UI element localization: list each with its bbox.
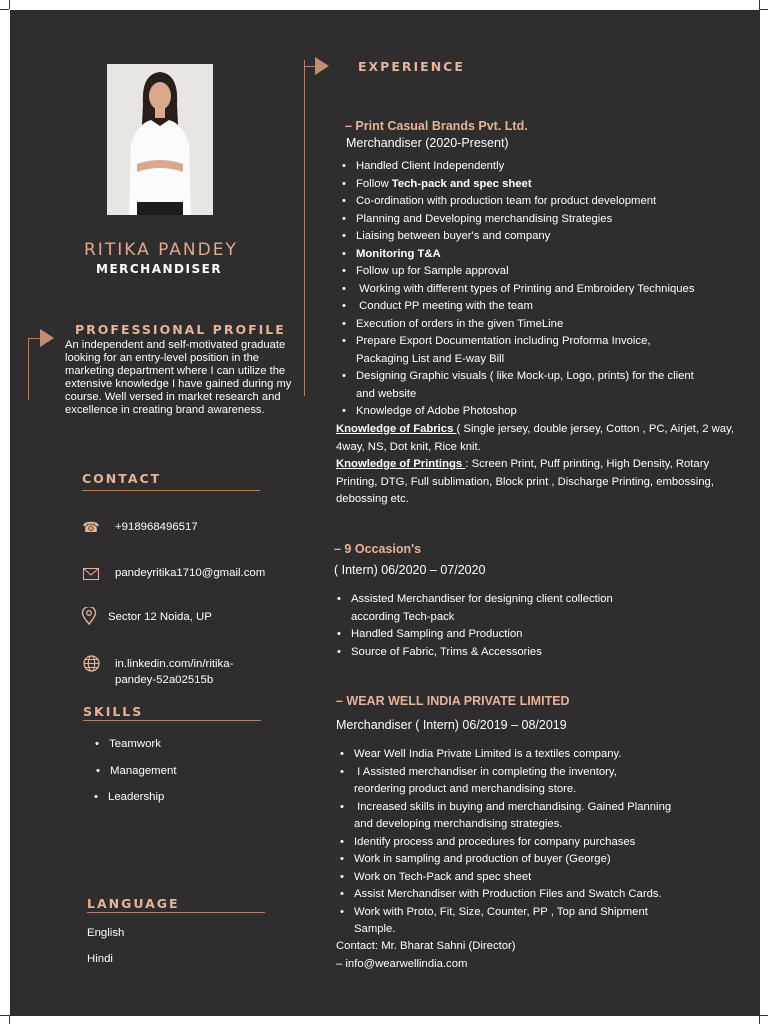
bullet-line: and developing merchandising strategies. <box>354 818 563 830</box>
person-role: MERCHANDISER <box>96 262 223 276</box>
contact-address: Sector 12 Noida, UP <box>108 611 212 623</box>
list-item: • Source of Fabric, Trims & Accessories <box>331 644 741 662</box>
bullet-line: • Increased skills in buying and merchandising. Gained Planning <box>354 800 672 813</box>
crop-mark <box>759 1015 768 1016</box>
bullet-line: • Prepare Export Documentation including Proforma Invoice, <box>356 335 651 347</box>
reference-email[interactable]: – info@wearwellindia.com <box>336 958 468 970</box>
list-item: • Knowledge of Adobe Photoshop <box>336 403 746 421</box>
experience-timeline-line <box>304 60 305 396</box>
list-item: • Handled Sampling and Production <box>331 626 741 644</box>
experience-arrow-stem <box>304 66 315 67</box>
contact-linkedin[interactable] <box>115 656 233 688</box>
crop-mark <box>759 1015 760 1024</box>
language-divider <box>87 912 265 913</box>
crop-mark <box>759 0 760 9</box>
bullet-line: according Tech-pack <box>351 610 455 623</box>
list-item: • Conduct PP meeting with the team <box>336 298 746 316</box>
knowledge-fabrics <box>336 421 746 456</box>
person-name: RITIKA PANDEY <box>84 240 238 260</box>
profile-title: PROFESSIONAL PROFILE <box>75 322 286 337</box>
reference-contact: Contact: Mr. Bharat Sahni (Director) <box>336 940 516 952</box>
knowledge-printings <box>336 456 746 509</box>
linkedin-line-1: in.linkedin.com/in/ritika- <box>115 658 234 670</box>
contact-phone[interactable]: +918968496517 <box>115 521 198 533</box>
list-item: • Execution of orders in the given TimeLine <box>336 316 746 334</box>
email-icon <box>82 566 100 584</box>
job-bullets <box>334 746 744 939</box>
job-company: – WEAR WELL INDIA PRIVATE LIMITED <box>336 694 570 708</box>
bullet-text: Follow <box>356 177 392 190</box>
profile-arrow-line <box>28 338 29 400</box>
list-item: • Follow up for Sample approval <box>336 263 746 281</box>
list-item: • Co-ordination with production team for product development <box>336 193 746 211</box>
profile-photo <box>107 64 213 215</box>
knowledge-printings-label: Knowledge of Printings <box>336 458 466 470</box>
bullet-bold-text: Monitoring T&A <box>356 247 441 260</box>
profile-text: An independent and self-motivated graduate looking for an entry-level position in the marketing department where I can utilize the extensive knowledge I have gained during my course. Well versed in market research and excellence in creating brand awareness. <box>65 339 292 417</box>
bullet-line: • Designing Graphic visuals ( like Mock-up, Logo, prints) for the client <box>356 370 694 382</box>
language-item: Hindi <box>87 953 113 965</box>
knowledge-fabrics-text: ( Single jersey, double jersey, Cotton , PC, Airjet, 2 way, 4way, NS, Dot knit, Rice knit. <box>336 423 735 453</box>
experience-title: EXPERIENCE <box>358 59 465 74</box>
globe-icon <box>82 655 100 673</box>
job-position: Merchandiser (2020-Present) <box>346 136 509 150</box>
job-bullets <box>336 158 746 421</box>
knowledge-printings-text: : Screen Print, Puff printing, High Density, Rotary Printing, DTG, Full sublimation, Block print , Discharge Printing, embossing, debossing etc. <box>336 458 714 505</box>
list-item: • Assist Merchandiser with Production Files and Swatch Cards. <box>334 886 744 904</box>
crop-mark <box>9 0 10 9</box>
phone-icon: ☎ <box>82 519 100 535</box>
skills-title: SKILLS <box>83 704 144 719</box>
job-position: Merchandiser ( Intern) 06/2019 – 08/2019 <box>336 718 567 732</box>
job-position: ( Intern) 06/2020 – 07/2020 <box>334 563 486 577</box>
contact-title: CONTACT <box>82 471 162 486</box>
list-item: • Working with different types of Printing and Embroidery Techniques <box>336 281 746 299</box>
list-item <box>331 591 741 626</box>
list-item <box>336 333 746 368</box>
crop-mark <box>0 9 9 10</box>
list-item: • Work on Tech-Pack and spec sheet <box>334 869 744 887</box>
bullet-line: Packaging List and E-way Bill <box>356 352 505 365</box>
contact-divider <box>82 490 260 491</box>
list-item <box>334 799 744 834</box>
language-title: LANGUAGE <box>87 896 180 911</box>
bullet-line: • Work with Proto, Fit, Size, Counter, PP , Top and Shipment <box>354 905 648 918</box>
profile-arrow-icon <box>40 329 54 347</box>
bullet-line: • Assisted Merchandiser for designing client collection <box>351 593 613 605</box>
list-item: • Wear Well India Private Limited is a textiles company. <box>334 746 744 764</box>
experience-arrow-icon <box>315 57 329 75</box>
skills-divider <box>83 720 261 721</box>
list-item: • Work in sampling and production of buyer (George) <box>334 851 744 869</box>
knowledge-fabrics-label: Knowledge of Fabrics <box>336 423 457 435</box>
job-company: – Print Casual Brands Pvt. Ltd. <box>345 119 528 133</box>
language-item: English <box>87 927 125 939</box>
list-item <box>336 368 746 403</box>
list-item: • Liaising between buyer's and company <box>336 228 746 246</box>
bullet-line: reordering product and merchandising store. <box>354 783 577 795</box>
skill-item: • Leadership <box>108 791 164 803</box>
bullet-bold-text: Tech-pack and spec sheet <box>391 177 532 190</box>
list-item: • Handled Client Independently <box>336 158 746 176</box>
bullet-line: Sample. <box>354 923 396 935</box>
profile-arrow-stem <box>28 338 40 339</box>
list-item <box>336 176 746 194</box>
list-item: • Identify process and procedures for company purchases <box>334 834 744 852</box>
skill-item: • Teamwork <box>109 738 161 750</box>
list-item <box>334 904 744 939</box>
list-item <box>336 246 746 264</box>
job-company: – 9 Occasion's <box>334 542 422 556</box>
linkedin-line-2: pandey-52a02515b <box>115 674 214 686</box>
crop-mark <box>0 1015 9 1016</box>
bullet-line: and website <box>356 387 417 400</box>
list-item: • Planning and Developing merchandising Strategies <box>336 211 746 229</box>
location-pin-icon <box>80 607 98 625</box>
list-item <box>334 764 744 799</box>
skill-item: • Management <box>110 765 177 777</box>
contact-email[interactable]: pandeyritika1710@gmail.com <box>115 567 266 579</box>
bullet-line: • I Assisted merchandiser in completing the inventory, <box>354 765 617 778</box>
job-bullets <box>331 591 741 661</box>
crop-mark <box>759 9 768 10</box>
crop-mark <box>9 1015 10 1024</box>
